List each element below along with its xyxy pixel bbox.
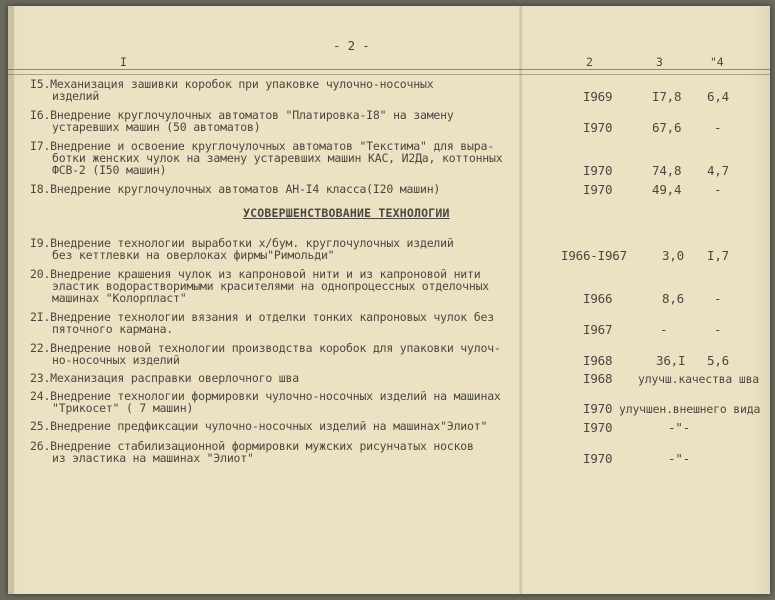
row-18-col3: 49,4 — [652, 182, 682, 197]
column-header-1: I — [120, 55, 127, 69]
row-17-line-2: ботки женских чулок на замену устаревших машин КАС, И2Да, коттонных — [52, 151, 503, 165]
column-header-3: 3 — [656, 55, 663, 69]
row-15-col4: 6,4 — [707, 89, 729, 104]
row-25-col3: -"- — [668, 420, 690, 435]
row-21-line-1: 2I.Внедрение технологии вязания и отделки тонких капроновых чулок без — [30, 310, 494, 324]
page-fold — [519, 6, 523, 594]
row-22-line-2: но-носочных изделий — [52, 353, 180, 367]
column-header-2: 2 — [586, 55, 593, 69]
row-16-col4: - — [714, 120, 722, 135]
row-26-col3: -"- — [668, 451, 690, 466]
row-18-col4: - — [714, 182, 722, 197]
row-19-year: I966-I967 — [561, 248, 627, 263]
row-21-col3: - — [660, 322, 668, 337]
row-15-line-1: I5.Механизация зашивки коробок при упаковке чулочно-носочных — [30, 77, 434, 91]
row-20-line-2: эластик водорастворимыми красителями на однопроцессных отделочных — [52, 279, 490, 293]
row-26-line-1: 26.Внедрение стабилизационной формировки мужских рисунчатых носков — [30, 439, 474, 453]
section-heading: УСОВЕРШЕНСТВОВАНИЕ ТЕХНОЛОГИИ — [243, 206, 450, 220]
row-15-year: I969 — [583, 89, 613, 104]
row-21-year: I967 — [583, 322, 613, 337]
row-25-line-1: 25.Внедрение предфиксации чулочно-носочных изделий на машинах"Элиот" — [30, 419, 488, 433]
row-16-line-1: I6.Внедрение круглочулочных автоматов "Платировка-I8" на замену — [30, 108, 454, 122]
document-page — [8, 6, 770, 594]
row-24-year: I970 — [583, 401, 613, 416]
row-22-year: I968 — [583, 353, 613, 368]
row-22-col3: 36,I — [656, 353, 686, 368]
row-20-line-1: 20.Внедрение крашения чулок из капроновой нити и из капроновой нити — [30, 267, 481, 281]
row-17-line-3: ФСВ-2 (I50 машин) — [52, 163, 167, 177]
row-20-col3: 8,6 — [662, 291, 684, 306]
row-17-year: I970 — [583, 163, 613, 178]
row-26-year: I970 — [583, 451, 613, 466]
row-22-col4: 5,6 — [707, 353, 729, 368]
row-16-col3: 67,6 — [652, 120, 682, 135]
row-18-year: I970 — [583, 182, 613, 197]
row-25-year: I970 — [583, 420, 613, 435]
row-21-col4: - — [714, 322, 722, 337]
row-20-year: I966 — [583, 291, 613, 306]
header-rule — [8, 69, 770, 70]
column-header-4: "4 — [710, 55, 724, 69]
row-16-year: I970 — [583, 120, 613, 135]
row-19-line-1: I9.Внедрение технологии выработки х/бум. круглочулочных изделий — [30, 236, 454, 250]
row-17-col3: 74,8 — [652, 163, 682, 178]
row-23-year: I968 — [583, 371, 613, 386]
row-23-line-1: 23.Механизация расправки оверлочного шва — [30, 371, 299, 385]
row-17-line-1: I7.Внедрение и освоение круглочулочных автоматов "Текстима" для выра- — [30, 139, 494, 153]
row-23-col3: улучш.качества шва — [638, 372, 760, 386]
row-24-col3: улучшен.внешнего вида — [619, 402, 761, 416]
row-20-col4: - — [714, 291, 722, 306]
page-edge-shadow — [8, 6, 14, 594]
row-20-line-3: машинах "Колорпласт" — [52, 291, 187, 305]
row-17-col4: 4,7 — [707, 163, 729, 178]
row-15-col3: I7,8 — [652, 89, 682, 104]
row-19-col4: I,7 — [707, 248, 729, 263]
row-18-line-1: I8.Внедрение круглочулочных автоматов АН-I4 класса(I20 машин) — [30, 182, 441, 196]
row-19-line-2: без кеттлевки на оверлоках фирмы"Римольди" — [52, 248, 335, 262]
row-26-line-2: из эластика на машинах "Элиот" — [52, 451, 254, 465]
row-21-line-2: пяточного кармана. — [52, 322, 174, 336]
row-15-line-2: изделий — [52, 89, 100, 103]
header-rule-lower — [8, 74, 770, 75]
row-19-col3: 3,0 — [662, 248, 684, 263]
row-16-line-2: устаревших машин (50 автоматов) — [52, 120, 261, 134]
row-24-line-2: "Трикосет" ( 7 машин) — [52, 401, 194, 415]
row-24-line-1: 24.Внедрение технологии формировки чулочно-носочных изделий на машинах — [30, 389, 501, 403]
page-number: - 2 - — [333, 38, 370, 53]
row-22-line-1: 22.Внедрение новой технологии производства коробок для упаковки чулоч- — [30, 341, 501, 355]
